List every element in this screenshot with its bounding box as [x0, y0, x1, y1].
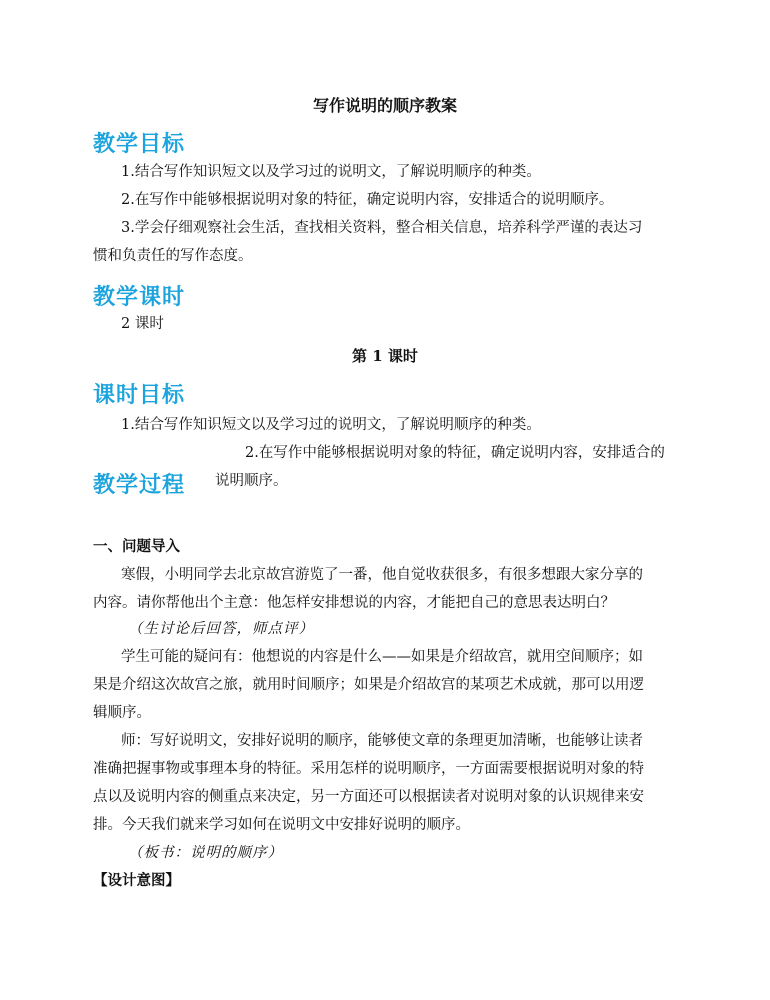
para-3-line-1: 师：写好说明文，安排好说明的顺序，能够使文章的条理更加清晰，也能够让读者 — [121, 733, 643, 749]
para-3-line-3: 点以及说明内容的侧重点来决定，另一方面还可以根据读者对说明对象的认识规律来安 — [93, 789, 644, 805]
para-2-line-2: 果是介绍这次故宫之旅，就用时间顺序；如果是介绍故宫的某项艺术成就，那可以用逻 — [93, 677, 644, 693]
goal-3: 3.学会仔细观察社会生活，查找相关资料，整合相关信息，培养科学严谨的表达习 — [121, 220, 643, 236]
lesson-goal-2-cont: 说明顺序。 — [215, 473, 288, 489]
hours-value: 2 课时 — [121, 316, 164, 332]
part-1-title: 一、问题导入 — [93, 538, 180, 555]
lesson-goal-2: 2.在写作中能够根据说明对象的特征，确定说明内容，安排适合的 — [245, 445, 665, 461]
lesson-1-title: 第 1 课时 — [352, 347, 418, 365]
lesson-goal-1: 1.结合写作知识短文以及学习过的说明文，了解说明顺序的种类。 — [121, 417, 541, 433]
para-1-line-1: 寒假，小明同学去北京故宫游览了一番，他自觉收获很多，有很多想跟大家分享的 — [121, 567, 643, 583]
para-3-line-4: 排。今天我们就来学习如何在说明文中安排好说明的顺序。 — [93, 817, 470, 833]
heading-teaching-goals: 教学目标 — [93, 132, 186, 157]
note-discussion: （生讨论后回答，师点评） — [128, 621, 314, 637]
goal-3-cont: 惯和负责任的写作态度。 — [93, 248, 253, 264]
design-intent-label: 【设计意图】 — [93, 872, 180, 889]
heading-teaching-hours: 教学课时 — [93, 285, 186, 310]
para-3-line-2: 准确把握事物或事理本身的特征。采用怎样的说明顺序，一方面需要根据说明对象的特 — [93, 761, 644, 777]
heading-lesson-goals: 课时目标 — [93, 383, 186, 408]
goal-2: 2.在写作中能够根据说明对象的特征，确定说明内容，安排适合的说明顺序。 — [121, 192, 614, 208]
heading-teaching-process: 教学过程 — [93, 473, 186, 498]
para-1-line-2: 内容。请你帮他出个主意：他怎样安排想说的内容，才能把自己的意思表达明白？ — [93, 595, 615, 611]
document-title: 写作说明的顺序教案 — [312, 96, 457, 115]
goal-1: 1.结合写作知识短文以及学习过的说明文，了解说明顺序的种类。 — [121, 164, 541, 180]
note-blackboard: （板书：说明的顺序） — [128, 845, 283, 861]
para-2-line-3: 辑顺序。 — [93, 705, 151, 721]
para-2-line-1: 学生可能的疑问有：他想说的内容是什么——如果是介绍故宫，就用空间顺序；如 — [121, 649, 643, 665]
